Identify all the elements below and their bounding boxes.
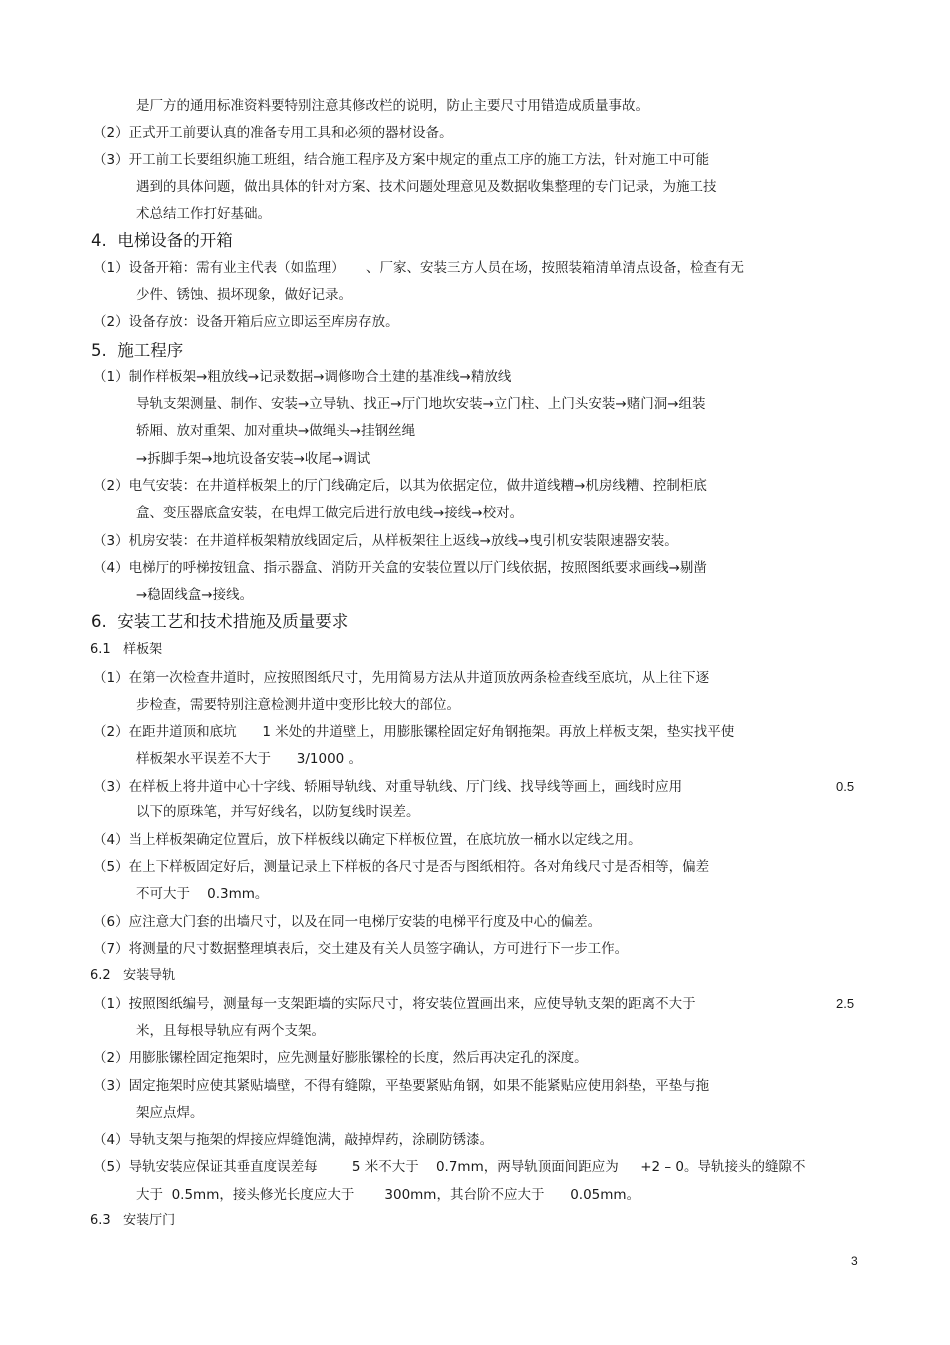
- list-item: （4）导轨支架与拖架的焊接应焊缝饱满，敲掉焊药，涂刷防锈漆。: [93, 1132, 494, 1148]
- list-item: （7）将测量的尺寸数据整理填表后，交土建及有关人员签字确认，方可进行下一步工作。: [93, 941, 629, 957]
- text-line: 术总结工作打好基础。: [136, 206, 271, 222]
- list-item: （5）在上下样板固定好后，测量记录上下样板的各尺寸是否与图纸相符。各对角线尺寸是否相等，偏差: [93, 859, 710, 875]
- list-item: （6）应注意大门套的出墙尺寸，以及在同一电梯厅安装的电梯平行度及中心的偏差。: [93, 914, 602, 930]
- list-item: （1）设备开箱：需有业主代表（如监理） 、厂家、安装三方人员在场，按照装箱清单清点设备，检查有无: [93, 260, 745, 276]
- text-line: →稳固线盒→接线。: [136, 587, 254, 603]
- list-item: （2）正式开工前要认真的准备专用工具和必须的器材设备。: [93, 125, 453, 141]
- text-line: 步检查，需要特别注意检测井道中变形比较大的部位。: [136, 697, 460, 713]
- text-line: 是厂方的通用标准资料要特别注意其修改栏的说明，防止主要尺寸用错造成质量事故。: [136, 98, 649, 114]
- list-item: （3）固定拖架时应使其紧贴墙壁，不得有缝隙，平垫要紧贴角钢，如果不能紧贴应使用斜垫，平垫与拖: [93, 1078, 710, 1094]
- list-item: （2）电气安装：在井道样板架上的厅门线确定后，以其为依据定位，做井道线糟→机房线糟、控制柜底: [93, 478, 707, 494]
- text-line: 盒、变压器底盒安装，在电焊工做完后进行放电线→接线→校对。: [136, 505, 524, 521]
- text-line: 遇到的具体问题，做出具体的针对方案、技术问题处理意见及数据收集整理的专门记录，为施工技: [136, 179, 717, 195]
- section-heading: 5. 施工程序: [91, 341, 184, 360]
- text-line: 以下的原珠笔，并写好线名，以防复线时误差。: [136, 804, 420, 820]
- text-line: 导轨支架测量、制作、安装→立导轨、找正→厅门地坎安装→立门柱、上门头安装→赌门洞→组装: [136, 396, 706, 412]
- text-line: 大于 0.5mm，接头修光长度应大于 300mm，其台阶不应大于 0.05mm。: [136, 1187, 641, 1203]
- list-item: （3）开工前工长要组织施工班组，结合施工程序及方案中规定的重点工序的施工方法，针对施工中可能: [93, 152, 710, 168]
- text-line: 架应点焊。: [136, 1105, 204, 1121]
- subsection-heading: 6.2 安装导轨: [90, 968, 176, 983]
- list-item: （2）在距井道顶和底坑 1 米处的井道壁上，用膨胀镙栓固定好角钢拖架。再放上样板支架，垫实找平使: [93, 724, 735, 740]
- list-item: （3）在样板上将井道中心十字线、轿厢导轨线、对重导轨线、厅门线、找导线等画上，画线时应用: [93, 779, 683, 795]
- text-line: 不可大于 0.3mm。: [136, 886, 269, 902]
- text-line: 轿厢、放对重架、加对重块→做绳头→挂钢丝绳: [136, 423, 416, 439]
- right-value: 2.5: [836, 996, 855, 1011]
- list-item: （2）设备存放：设备开箱后应立即运至库房存放。: [93, 314, 399, 330]
- section-heading: 4. 电梯设备的开箱: [91, 231, 233, 250]
- text-line: 少件、锈蚀、损坏现象，做好记录。: [136, 287, 352, 303]
- subsection-heading: 6.3 安装厅门: [90, 1213, 176, 1228]
- list-item: （4）电梯厅的呼梯按钮盒、指示器盒、消防开关盒的安装位置以厅门线依据，按照图纸要求画线→剔凿: [93, 560, 707, 576]
- page-number: 3: [851, 1254, 858, 1268]
- list-item: （5）导轨安装应保证其垂直度误差每 5 米不大于 0.7mm，两导轨顶面间距应为 +2 – 0。导轨接头的缝隙不: [93, 1159, 806, 1175]
- list-item: （1）在第一次检查井道时，应按照图纸尺寸，先用简易方法从井道顶放两条检查线至底坑，从上往下逐: [93, 670, 710, 686]
- section-heading: 6. 安装工艺和技术措施及质量要求: [91, 612, 349, 631]
- subsection-heading: 6.1 样板架: [90, 642, 163, 657]
- right-value: 0.5: [836, 779, 855, 794]
- list-item: （3）机房安装：在井道样板架精放线固定后，从样板架往上返线→放线→曳引机安装限速器安装。: [93, 533, 678, 549]
- list-item: （4）当上样板架确定位置后，放下样板线以确定下样板位置，在底坑放一桶水以定线之用。: [93, 832, 642, 848]
- text-line: 米，且每根导轨应有两个支架。: [136, 1023, 325, 1039]
- text-line: 样板架水平误差不大于 3/1000 。: [136, 751, 363, 767]
- list-item: （2）用膨胀镙栓固定拖架时，应先测量好膨胀镙栓的长度，然后再决定孔的深度。: [93, 1050, 588, 1066]
- list-item: （1）制作样板架→粗放线→记录数据→调修吻合土建的基准线→精放线: [93, 369, 512, 385]
- list-item: （1）按照图纸编号，测量每一支架距墙的实际尺寸，将安装位置画出来，应使导轨支架的距离不大于: [93, 996, 696, 1012]
- text-line: →拆脚手架→地坑设备安装→收尾→调试: [136, 451, 371, 467]
